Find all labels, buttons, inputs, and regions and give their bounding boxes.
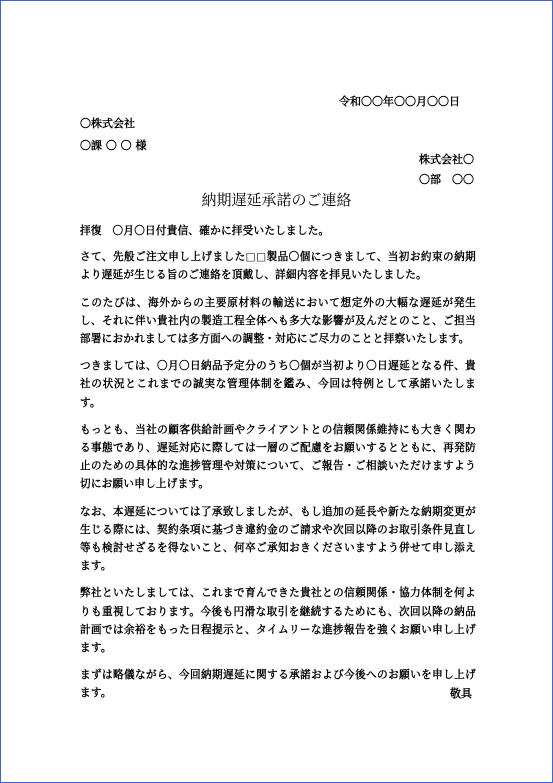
paragraph: このたびは、海外からの主要原材料の輸送において想定外の大幅な遅延が発生し、それに伴い貴社内の製造工程全体へも多大な影響が及んだとのこと、ご担当部署におかれましては多方面への調整・対応にご尽力のことと拝察いたします。 — [80, 296, 476, 346]
closing-word: 敬具 — [450, 687, 472, 700]
sender-company: 株式会社〇 — [419, 153, 474, 166]
recipient-person: 〇課 〇 〇 様 — [80, 139, 147, 152]
letter-title: 納期遅延承諾のご連絡 — [201, 191, 352, 209]
recipient-company: 〇株式会社 — [80, 117, 135, 130]
paragraph: なお、本遅延については了承致しましたが、もし追加の延長や新たな納期変更が生じる際には、契約条項に基づき違約金のご請求や次回以降のお取引条件見直し等も検討せざるを得ないこと、何卒ご承知おきくださいますよう併せて申し添えます。 — [80, 505, 476, 573]
sender-person: 〇部 〇〇 — [419, 173, 474, 186]
paragraph: つきましては、〇月〇日納品予定分のうち〇個が当初より〇日遅延となる件、貴社の状況とこれまでの誠実な管理体制を鑑み、今回は特例として承諾いたします。 — [80, 360, 476, 409]
letter-body — [80, 222, 476, 712]
paragraph-greeting: 拝復 〇月〇日付貴信、確かに拝受いたしました。 — [80, 225, 330, 237]
paragraph: 弊社といたしましては、これまで育んできた貴社との信頼関係・協力体制を何よりも重視しております。今後も円滑な取引を継続するためにも、次回以降の納品計画では余裕をもった日程提示と、タイムリーな進捗報告を強くお願い申し上げます。 — [80, 587, 476, 655]
paragraph: さて、先般ご注文申し上げました□□製品〇個につきまして、当初お約束の納期より遅延が生じる旨のご連絡を頂戴し、詳細内容を拝見いたしました。 — [80, 251, 476, 282]
letter-date: 令和〇〇年〇〇月〇〇日 — [339, 95, 460, 108]
paragraph: まずは略儀ながら、今回納期遅延に関する承諾および今後へのお願いを申し上げます。 — [80, 669, 476, 700]
paragraph: もっとも、当社の顧客供給計画やクライアントとの信頼関係維持にも大きく関わる事態であり、遅延対応に際しては一層のご配慮をお願いするとともに、再発防止のための具体的な進捗管理や対策について、ご報告・ご相談いただけますよう切にお願い申し上げます。 — [80, 423, 476, 491]
